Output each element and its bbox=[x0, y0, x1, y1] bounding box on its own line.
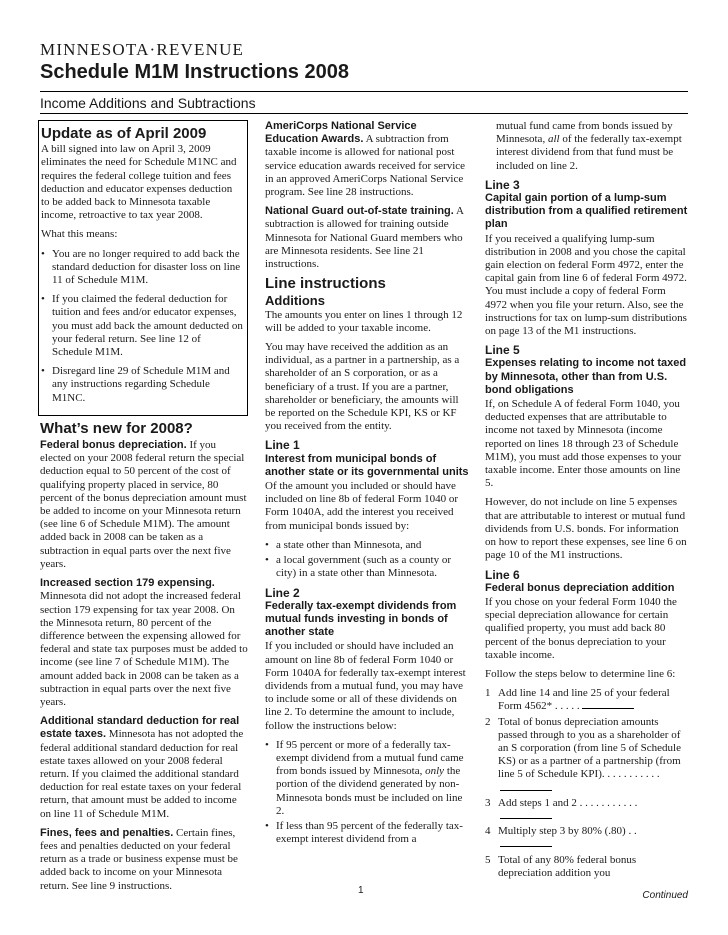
line2-title: Federally tax-exempt dividends from mutual funds investing in bonds of another state bbox=[265, 599, 457, 639]
whats-new-item bbox=[40, 577, 248, 709]
list-item: • If 95 percent or more of a federally tax-exempt dividend from a mutual fund came from bonds issued by Minnesota, only the portion of the dividend generated by non-Minnesota bonds must be included on line 2. bbox=[265, 738, 464, 817]
step-item bbox=[485, 687, 688, 713]
cont-text: of the federally tax-exempt interest dividend from that fund must be included on line 2. bbox=[496, 133, 682, 172]
line2-label: Line 2 bbox=[265, 585, 300, 600]
item-text: If you elected on your 2008 federal return the special deduction equal to 50 percent of the cost of qualifying property placed in service, 80 percent of the bonus depreciation amount must be added to income on your Minnesota return (see line 6 of Schedule M1M). The amount added back in 2008 can be taken as a subtraction in equal parts over the next five years. bbox=[40, 439, 247, 570]
line6-p1: If you chose on your federal Form 1040 the special depreciation allowance for certain qualified property, you must add back 80 percent of the bonus depreciation to your taxable income. bbox=[485, 595, 677, 661]
brand-logo: MINNESOTA·REVENUE bbox=[40, 40, 245, 59]
step-text: Total of bonus depreciation amounts passed through to you as a shareholder of an S corporation (from line 5 of Schedule KS) or as a partner of a partnership (from line 5 of Schedule KPI). . . . . . . . . . . bbox=[498, 715, 681, 781]
bullet-text: a state other than Minnesota, and bbox=[276, 538, 422, 551]
item-text: Minnesota has not adopted the federal additional standard deduction for real estate taxes allowed on your 2008 federal return. If you claimed the additional standard deduction for real estate taxes on your federal return, that amount must be added to income on line 11 of Schedule M1M. bbox=[40, 728, 244, 820]
continued-label: Continued bbox=[642, 890, 688, 901]
line6-title: Federal bonus depreciation addition bbox=[485, 581, 675, 594]
line6-label: Line 6 bbox=[485, 567, 520, 582]
step-number: 4 bbox=[485, 825, 491, 838]
bullet-text: If 95 percent or more of a federally tax-exempt dividend from a mutual fund came from bonds issued by Minnesota, bbox=[276, 738, 464, 778]
step-text: Multiply step 3 by 80% (.80) . . bbox=[498, 825, 637, 838]
what-this-means: What this means: bbox=[41, 228, 118, 241]
americorps-lead: AmeriCorps National Service Education Awards. bbox=[265, 120, 417, 146]
item-text: Certain fines, fees and penalties deducted on your federal return as a trade or business expense must be added back to income on your Minnesota return. See line 9 instructions. bbox=[40, 826, 238, 892]
column-2 bbox=[265, 120, 470, 852]
guard-lead: National Guard out-of-state training. bbox=[265, 205, 454, 218]
line1-title: Interest from municipal bonds of another state or its governmental units bbox=[265, 452, 469, 478]
americorps-paragraph bbox=[265, 120, 470, 199]
list-item: • a local government (such as a county or city) in a state other than Minnesota. bbox=[265, 554, 452, 580]
update-heading: Update as of April 2009 bbox=[41, 125, 207, 142]
line2-text: If you included or should have included an amount on line 8b of federal Form 1040 or Form 1040A for federally tax-exempt interest dividends from a mutual fund, you may have to include some or all of these dividends on line 2. To determine the amount to include, follow the instructions below: bbox=[265, 640, 466, 732]
line5-p1: If, on Schedule A of federal Form 1040, you deducted expenses that are attributable to income not taxed by Minnesota (income reported on lines 18 through 23 of Schedule M1M), you must add those expenses to your taxable income. Enter those amounts on line 5. bbox=[485, 398, 682, 490]
line6-p2: Follow the steps below to determine line 6: bbox=[485, 667, 676, 680]
line6-steps bbox=[485, 687, 688, 880]
step-number: 5 bbox=[485, 853, 491, 866]
title-rule bbox=[40, 91, 688, 92]
step-number: 2 bbox=[485, 715, 491, 728]
step-text: Add steps 1 and 2 . . . . . . . . . . . bbox=[498, 796, 638, 809]
bullet-emphasis: only bbox=[425, 765, 445, 778]
step-item bbox=[485, 854, 688, 880]
amount-blank bbox=[500, 790, 552, 791]
page-number: 1 bbox=[358, 885, 364, 896]
cont-emphasis: all bbox=[547, 133, 560, 146]
line3-text: If you received a qualifying lump-sum distribution in 2008 and you chose the capital gain election on federal Form 4972, enter the capital gain from line 6 of federal Form 4972. You must include a copy of federal Form 4972 when you file your return. Also, see the instructions for tax on lump-sum distributions on page 13 of the M1 instructions. bbox=[485, 232, 687, 338]
bullet-text: You are no longer required to add back the standard deduction for disaster loss on line 11 of Schedule M1M. bbox=[52, 247, 241, 287]
additions-p2: You may have received the addition as an individual, as a partner in a partnership, as a shareholder of an S corporation, or as a beneficiary of a trust. If you are a partner, shareholder or beneficiary, the amounts will be reported on the Schedule KPI, KS or KF you received from the entity. bbox=[265, 341, 460, 433]
list-item: • Disregard line 29 of Schedule M1M and any instructions regarding Schedule M1NC. bbox=[41, 365, 230, 404]
cont-text: mutual fund came from bonds issued by Minnesota, bbox=[496, 120, 673, 146]
step-number: 3 bbox=[485, 796, 491, 809]
list-item: • If less than 95 percent of the federally tax-exempt interest dividend from a bbox=[265, 819, 463, 846]
document-subtitle: Income Additions and Subtractions bbox=[40, 95, 256, 111]
column-3 bbox=[485, 120, 688, 882]
step-item bbox=[485, 716, 688, 795]
step-number: 1 bbox=[485, 687, 491, 700]
item-lead: Fines, fees and penalties. bbox=[40, 826, 174, 839]
bullet-text: the portion of the dividend generated by non-Minnesota bonds must be included on line 2. bbox=[276, 765, 463, 817]
subtitle-rule bbox=[40, 113, 688, 114]
item-lead: Additional standard deduction for real estate taxes. bbox=[40, 715, 240, 741]
whats-new-item bbox=[40, 715, 248, 821]
line1-bullets bbox=[265, 539, 470, 581]
update-intro: A bill signed into law on April 3, 2009 eliminates the need for Schedule M1NC and requires the federal college tuition and fees deduction and educator expenses deduction to be added back to Minnesota taxable income, retroactive to tax year 2008. bbox=[41, 143, 237, 222]
bullet-text: a local government (such as a county or city) in a state other than Minnesota. bbox=[276, 554, 452, 580]
bullet-text: Disregard line 29 of Schedule M1M and any instructions regarding Schedule M1NC. bbox=[52, 365, 230, 404]
line5-label: Line 5 bbox=[485, 343, 520, 358]
line5-p2: However, do not include on line 5 expenses that are attributable to interest or mutual fund dividends from U.S. bonds. For information on how to report these expenses, see line 6 on page 10 of the M1 instructions. bbox=[485, 496, 687, 562]
update-box bbox=[38, 120, 248, 416]
guard-text: A subtraction is allowed for training outside Minnesota for National Guard members who are Minnesota residents. See line 21 instructions. bbox=[265, 205, 464, 271]
document-title: Schedule M1M Instructions 2008 bbox=[40, 61, 349, 83]
list-item: • a state other than Minnesota, and bbox=[265, 538, 422, 551]
item-lead: Increased section 179 expensing. bbox=[40, 577, 215, 590]
amount-blank bbox=[582, 708, 634, 709]
bullet-text: If you claimed the federal deduction for tuition and fees and/or educator expenses, you must add back the amount deducted on your federal return. See line 12 of Schedule M1M. bbox=[52, 293, 243, 359]
item-lead: Federal bonus depreciation. bbox=[40, 439, 187, 452]
step-text: Total of any 80% federal bonus depreciation addition you bbox=[498, 853, 637, 879]
guard-paragraph bbox=[265, 205, 470, 271]
americorps-text: A subtraction from taxable income is allowed for national post service education awards received for service in an approved AmeriCorps National Service program. See line 28 instructions. bbox=[265, 133, 466, 199]
line3-label: Line 3 bbox=[485, 177, 520, 192]
whats-new-heading: What’s new for 2008? bbox=[40, 419, 193, 437]
whats-new-item bbox=[40, 827, 248, 893]
list-item: • If you claimed the federal deduction for tuition and fees and/or educator expenses, you must add back the amount deducted on your federal return. See line 12 of Schedule M1M. bbox=[41, 293, 243, 359]
step-item bbox=[485, 797, 688, 823]
line3-title: Capital gain portion of a lump-sum distribution from a qualified retirement plan bbox=[485, 192, 688, 231]
bullet-text: If less than 95 percent of the federally tax-exempt interest dividend from a bbox=[276, 819, 463, 846]
amount-blank bbox=[500, 846, 552, 847]
line5-title: Expenses relating to income not taxed by Minnesota, other than from U.S. bond obligations bbox=[485, 357, 687, 396]
item-text: Minnesota did not adopt the increased federal section 179 expensing for tax year 2008. On the Minnesota return, 80 percent of the difference between the expensing allowed for federal and state tax purposes must be added to income (see line 7 of Schedule M1M). The amount added back in 2008 can be taken as a subtraction in equal parts over the next five years. bbox=[40, 590, 248, 708]
line2-bullets bbox=[265, 739, 470, 847]
update-bullets bbox=[41, 248, 243, 405]
line1-text: Of the amount you included or should have included on line 8b of federal Form 1040 or Form 1040A, add the interest you received from municipal bonds issued by: bbox=[265, 480, 459, 532]
step-text: Add line 14 and line 25 of your federal Form 4562* . . . . . bbox=[498, 687, 670, 713]
whats-new-item bbox=[40, 439, 248, 571]
additions-p1: The amounts you enter on lines 1 through 12 will be added to your taxable income. bbox=[265, 308, 463, 334]
amount-blank bbox=[500, 818, 552, 819]
additions-heading: Additions bbox=[265, 293, 325, 309]
list-item: • You are no longer required to add back the standard deduction for disaster loss on line 11 of Schedule M1M. bbox=[41, 247, 241, 287]
step-item bbox=[485, 825, 688, 851]
line2-continued bbox=[485, 120, 688, 173]
line1-label: Line 1 bbox=[265, 438, 300, 453]
column-1 bbox=[40, 120, 248, 899]
line-instructions-heading: Line instructions bbox=[265, 275, 386, 293]
